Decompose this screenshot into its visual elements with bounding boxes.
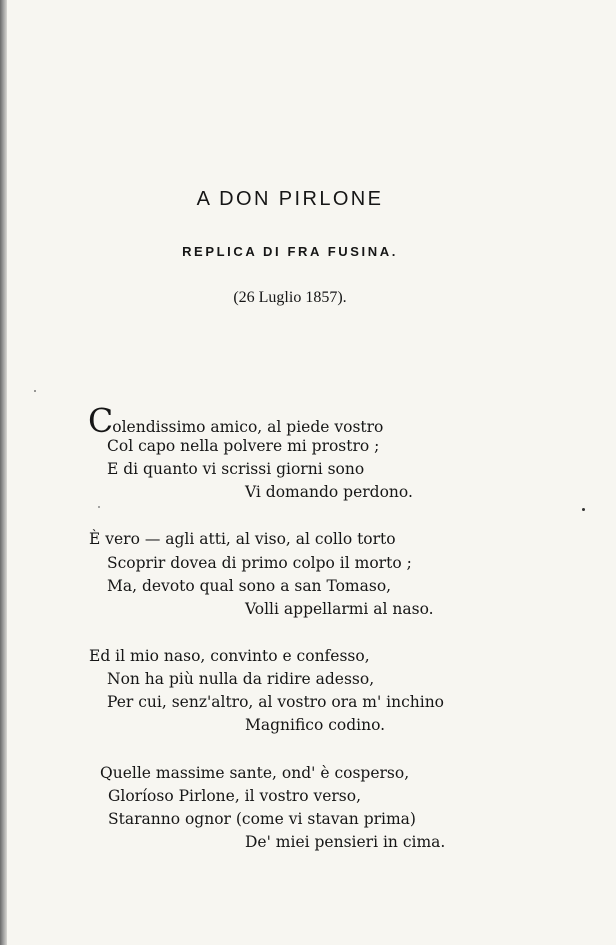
verse-line: Gloríoso Pirlone, il vostro verso, <box>108 787 362 805</box>
verse-line: È vero — agli atti, al viso, al collo torto <box>89 530 396 548</box>
paper-speck <box>98 506 100 508</box>
verse-line: Ma, devoto qual sono a san Tomaso, <box>107 577 392 595</box>
verse-line: Per cui, senz'altro, al vostro ora m' inchino <box>107 693 445 711</box>
verse-line: Ed il mio naso, convinto e confesso, <box>89 647 370 665</box>
verse-line: Magnifico codino. <box>245 716 386 734</box>
verse-line: Staranno ognor (come vi stavan prima) <box>108 810 416 828</box>
verse-line: Col capo nella polvere mi prostro ; <box>107 437 380 455</box>
verse-line: Vi domando perdono. <box>245 483 413 501</box>
poem-title: A DON PIRLONE <box>196 188 384 210</box>
paper-speck <box>34 390 36 392</box>
verse-line: De' miei pensieri in cima. <box>245 833 446 851</box>
verse-line: Volli appellarmi al naso. <box>245 600 434 618</box>
paper-speck <box>582 508 585 511</box>
verse-line: E di quanto vi scrissi giorni sono <box>107 460 365 478</box>
verse-line: Non ha più nulla da ridire adesso, <box>107 670 375 688</box>
verse-line <box>88 401 384 440</box>
page-spine-shadow <box>0 0 7 945</box>
drop-cap-letter: C <box>88 401 113 440</box>
poem-subtitle: REPLICA DI FRA FUSINA. <box>182 244 398 259</box>
verse-line: Scoprir dovea di primo colpo il morto ; <box>107 554 412 572</box>
poem-date: (26 Luglio 1857). <box>233 289 347 306</box>
verse-line: Quelle massime sante, ond' è cosperso, <box>100 764 410 782</box>
verse-line-text: olendissimo amico, al piede vostro <box>112 418 384 436</box>
